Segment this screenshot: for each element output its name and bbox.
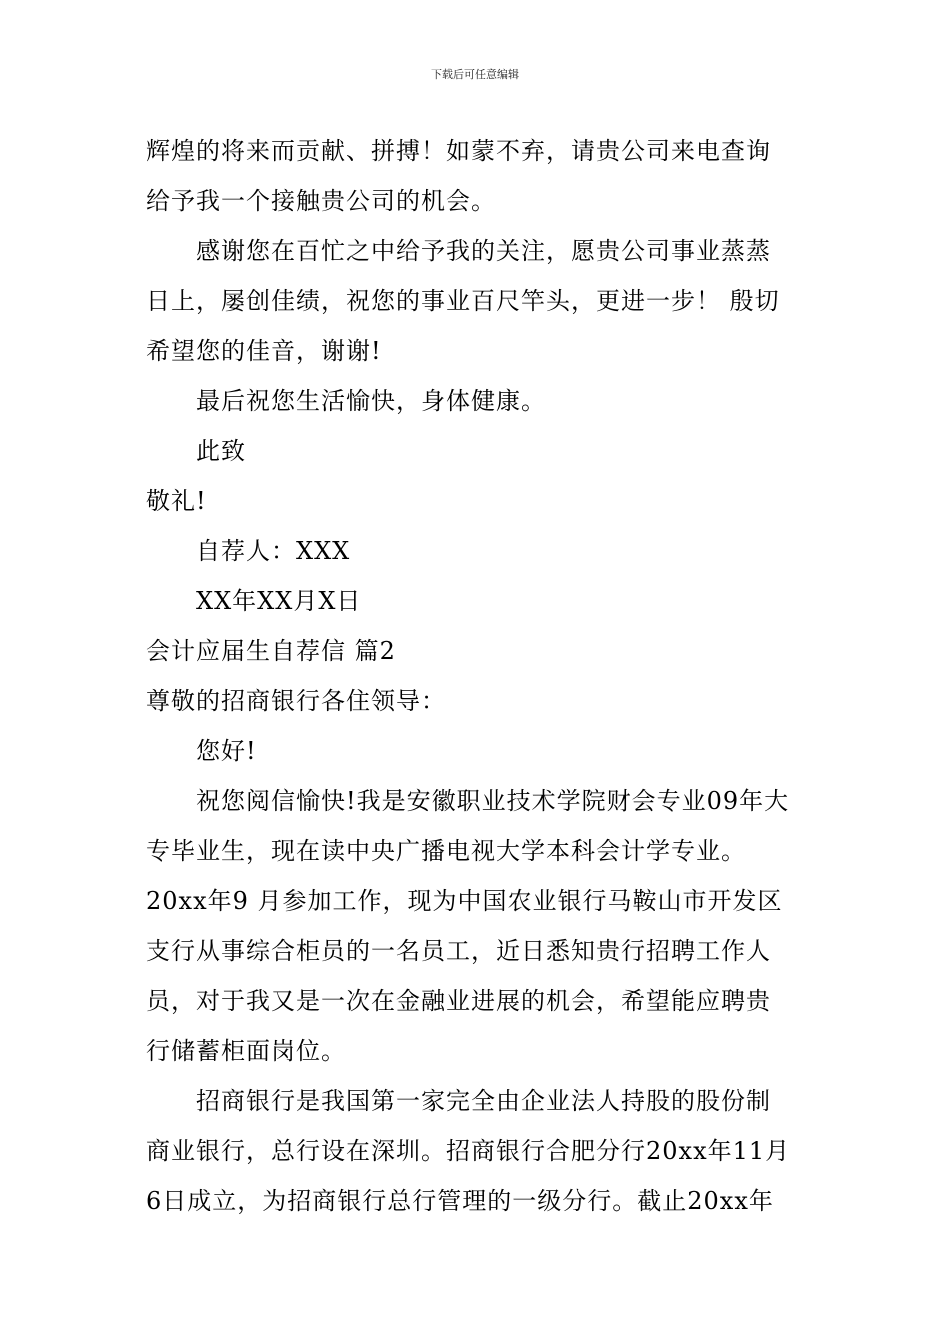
signature-line: 自荐人：XXX xyxy=(196,537,351,565)
paragraph-line: 祝您阅信愉快!我是安徽职业技术学院财会专业09年大 xyxy=(196,787,790,815)
paragraph-line: 支行从事综合柜员的一名员工，近日悉知贵行招聘工作人 xyxy=(146,937,771,965)
paragraph-line: 辉煌的将来而贡献、拼搏！如蒙不弃，请贵公司来电查询 xyxy=(146,137,771,165)
paragraph-line: 专毕业生，现在读中央广播电视大学本科会计学专业。 xyxy=(146,837,746,865)
closing-line: 此致 xyxy=(196,437,246,465)
paragraph-line: 招商银行是我国第一家完全由企业法人持股的股份制 xyxy=(196,1087,771,1115)
paragraph-line: 员，对于我又是一次在金融业进展的机会，希望能应聘贵 xyxy=(146,987,771,1015)
section-title: 会计应届生自荐信 篇2 xyxy=(146,637,396,665)
document-body xyxy=(146,126,816,1226)
paragraph-line: 给予我一个接触贵公司的机会。 xyxy=(146,187,496,215)
paragraph-line: 商业银行，总行设在深圳。招商银行合肥分行20xx年11月 xyxy=(146,1137,791,1165)
page-header-note: 下载后可任意编辑 xyxy=(431,68,519,81)
paragraph-line: 最后祝您生活愉快，身体健康。 xyxy=(196,387,546,415)
greeting-line: 您好! xyxy=(196,737,257,765)
paragraph-line: 日上，屡创佳绩，祝您的事业百尺竿头，更进一步！ 殷切 xyxy=(146,287,780,315)
salutation-line: 敬礼! xyxy=(146,487,207,515)
date-line: XX年XX月X日 xyxy=(196,587,362,615)
paragraph-line: 希望您的佳音，谢谢! xyxy=(146,337,382,365)
paragraph-line: 感谢您在百忙之中给予我的关注，愿贵公司事业蒸蒸 xyxy=(196,237,771,265)
paragraph-line: 行储蓄柜面岗位。 xyxy=(146,1037,346,1065)
paragraph-line: 20xx年9 月参加工作，现为中国农业银行马鞍山市开发区 xyxy=(146,887,783,915)
paragraph-line: 6日成立，为招商银行总行管理的一级分行。截止20xx年 xyxy=(146,1187,774,1215)
greeting-line: 尊敬的招商银行各住领导： xyxy=(146,687,446,715)
